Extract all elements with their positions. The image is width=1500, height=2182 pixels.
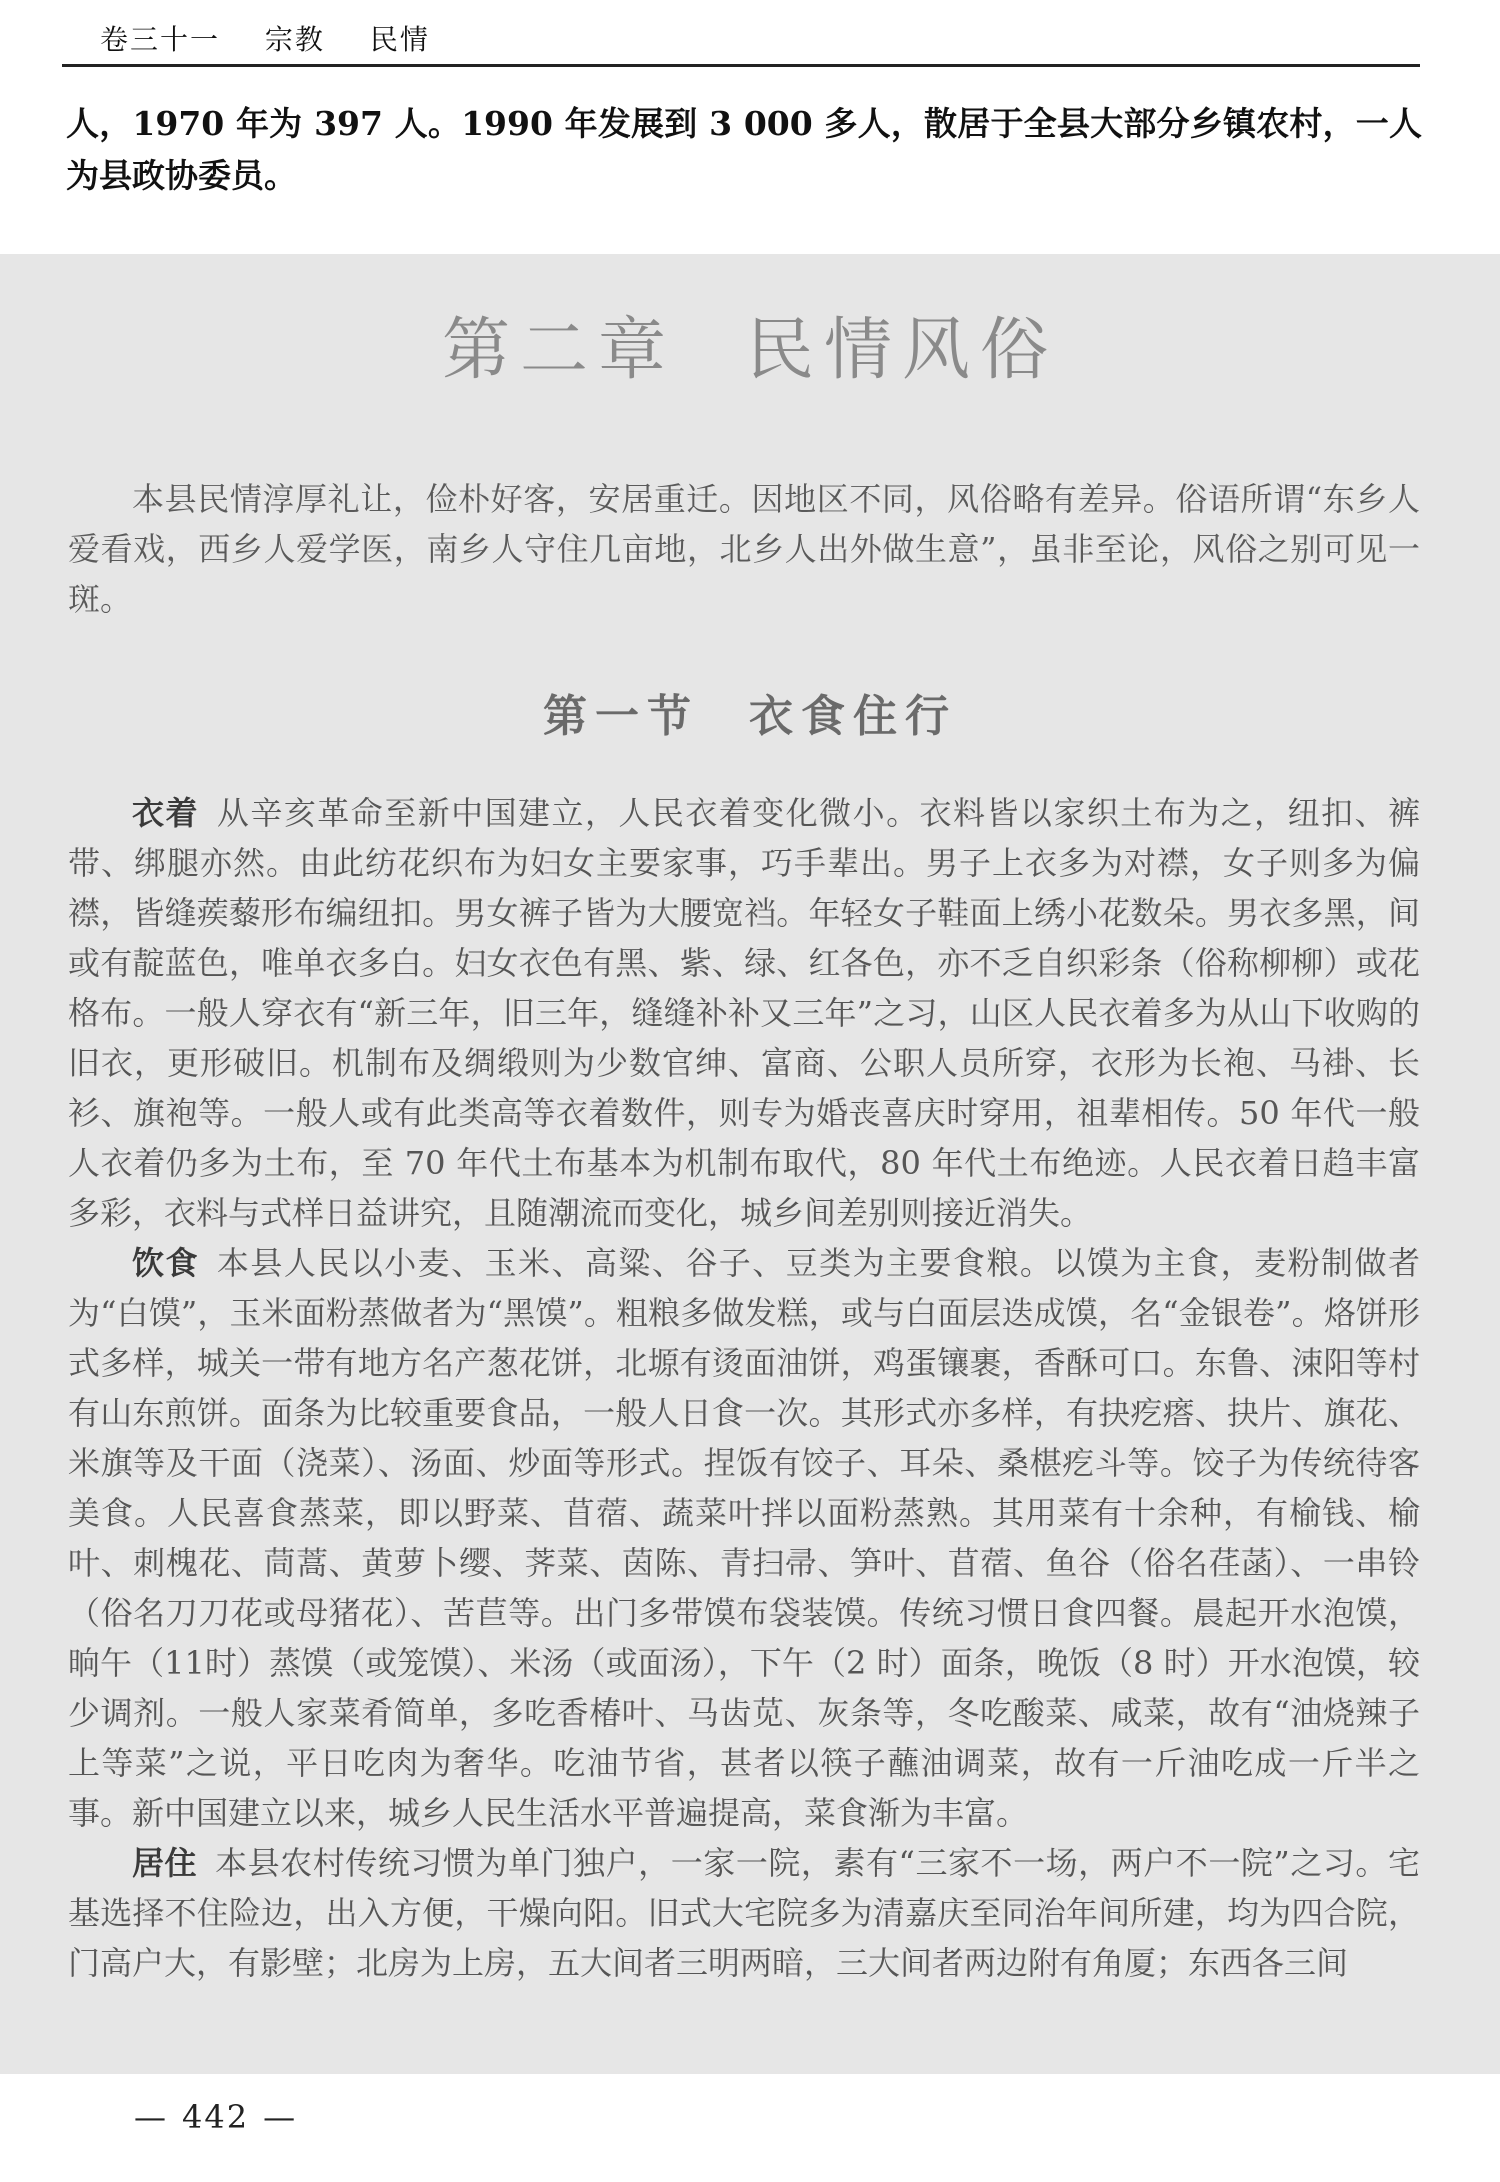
paragraph-lead: 衣着 <box>132 794 199 832</box>
paragraph-lead: 饮食 <box>132 1244 199 1282</box>
paragraph-housing <box>68 1838 1420 1988</box>
chapter-intro-paragraph: 本县民情淳厚礼让，俭朴好客，安居重迁。因地区不同，风俗略有差异。俗语所谓“东乡人爱看戏，西乡人爱学医，南乡人守住几亩地，北乡人出外做生意”，虽非至论，风俗之别可见一斑。 <box>68 480 1420 618</box>
chapter-title: 民情风俗 <box>746 311 1059 390</box>
paragraph-clothing <box>68 788 1420 1238</box>
running-head-topic: 民情 <box>369 23 430 56</box>
running-head-subject: 宗教 <box>264 23 325 56</box>
section-heading <box>0 680 1500 744</box>
running-head <box>100 18 464 58</box>
paragraph-text: 本县农村传统习惯为单门独户，一家一院，素有“三家不一场，两户不一院”之习。宅基选择不住险边，出入方便，干燥向阳。旧式大宅院多为清嘉庆至同治年间所建，均为四合院，门高户大，有影壁；北房为上房，五大间者三明两暗，三大间者两边附有角厦；东西各三间 <box>68 1844 1420 1982</box>
running-head-volume: 卷三十一 <box>100 23 221 56</box>
section-number: 第一节 <box>543 691 699 742</box>
paragraph-food <box>68 1238 1420 1838</box>
folio-dash-right: — <box>263 2098 298 2136</box>
page-number <box>120 2098 311 2136</box>
paragraph-lead: 居住 <box>132 1844 198 1882</box>
continued-paragraph: 人，1970 年为 397 人。1990 年发展到 3 000 多人，散居于全县大部分乡镇农村，一人为县政协委员。 <box>66 104 1422 195</box>
folio-dash-left: — <box>134 2098 168 2136</box>
chapter-heading <box>0 296 1500 393</box>
section-body <box>68 788 1420 1988</box>
page-number-value: 442 <box>182 2098 250 2136</box>
header-rule <box>62 64 1420 67</box>
paragraph-text: 本县人民以小麦、玉米、高粱、谷子、豆类为主要食粮。以馍为主食，麦粉制做者为“白馍”，玉米面粉蒸做者为“黑馍”。粗粮多做发糕，或与白面层迭成馍，名“金银卷”。烙饼形式多样，城关一带有地方名产葱花饼，北塬有烫面油饼，鸡蛋镶裹，香酥可口。东鲁、涑阳等村有山东煎饼。面条为比较重要食品，一般人日食一次。其形式亦多样，有抉疙瘩、抉片、旗花、米旗等及干面（浇菜）、汤面、炒面等形式。捏饭有饺子、耳朵、桑椹疙斗等。饺子为传统待客美食。人民喜食蒸菜，即以野菜、苜蓿、蔬菜叶拌以面粉蒸熟。其用菜有十余种，有榆钱、榆叶、刺槐花、茼蒿、黄萝卜缨、荠菜、茵陈、青扫帚、笋叶、苜蓿、鱼谷（俗名荏菡）、一串铃（俗名刀刀花或母猪花）、苦苣等。出门多带馍布袋装馍。传统习惯日食四餐。晨起开水泡馍，晌午（11时）蒸馍（或笼馍）、米汤（或面汤），下午（2 时）面条，晚饭（8 时）开水泡馍，较少调剂。一般人家菜肴简单，多吃香椿叶、马齿苋、灰条等，冬吃酸菜、咸菜，故有“油烧辣子上等菜”之说，平日吃肉为奢华。吃油节省，甚者以筷子蘸油调菜，故有一斤油吃成一斤半之事。新中国建立以来，城乡人民生活水平普遍提高，菜食渐为丰富。 <box>68 1244 1420 1832</box>
chapter-number: 第二章 <box>441 311 676 390</box>
paragraph-text: 从辛亥革命至新中国建立，人民衣着变化微小。衣料皆以家织土布为之，纽扣、裤带、绑腿亦然。由此纺花织布为妇女主要家事，巧手辈出。男子上衣多为对襟，女子则多为偏襟，皆缝蒺藜形布编纽扣。男女裤子皆为大腰宽裆。年轻女子鞋面上绣小花数朵。男衣多黑，间或有靛蓝色，唯单衣多白。妇女衣色有黑、紫、绿、红各色，亦不乏自织彩条（俗称柳柳）或花格布。一般人穿衣有“新三年，旧三年，缝缝补补又三年”之习，山区人民衣着多为从山下收购的旧衣，更形破旧。机制布及绸缎则为少数官绅、富商、公职人员所穿，衣形为长袍、马褂、长衫、旗袍等。一般人或有此类高等衣着数件，则专为婚丧喜庆时穿用，祖辈相传。50 年代一般人衣着仍多为土布，至 70 年代土布基本为机制布取代，80 年代土布绝迹。人民衣着日趋丰富多彩，衣料与式样日益讲究，且随潮流而变化，城乡间差别则接近消失。 <box>68 794 1420 1232</box>
section-title: 衣食住行 <box>749 691 957 742</box>
